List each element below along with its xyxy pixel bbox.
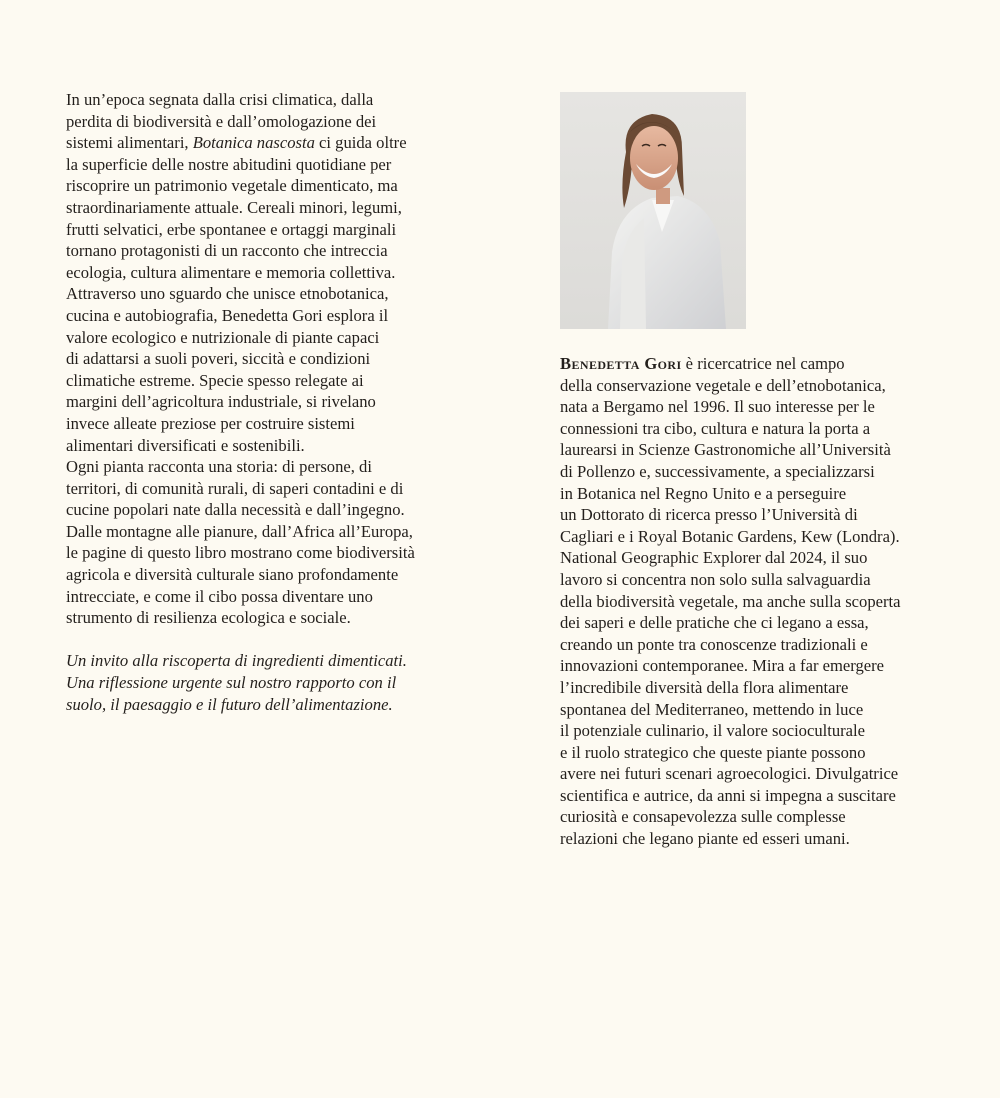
bio-line: e il ruolo strategico che queste piante possono	[560, 742, 866, 762]
text-run: invece alleate preziose per costruire sistemi	[66, 413, 355, 433]
text-run: ci guida oltre	[314, 133, 407, 153]
bio-line: relazioni che legano piante ed esseri umani.	[560, 829, 850, 849]
description-line	[66, 435, 466, 457]
text-run: Dalle montagne alle pianure, dall’Africa all’Europa,	[66, 521, 413, 541]
bio-line: dei saperi e delle pratiche che ci legano a essa,	[560, 613, 869, 633]
description-line	[66, 542, 466, 564]
bio-line: in Botanica nel Regno Unito e a perseguire	[560, 483, 847, 503]
text-run: cucine popolari nate dalla necessità e dall’ingegno.	[66, 500, 405, 520]
tagline-line: Una riflessione urgente sul nostro rapporto con il	[66, 673, 397, 693]
text-run: tornano protagonisti di un racconto che intreccia	[66, 241, 388, 261]
bio-line: nata a Bergamo nel 1996. Il suo interesse per le	[560, 397, 875, 417]
description-line	[66, 607, 466, 629]
description-line	[66, 456, 466, 478]
bio-line: lavoro si concentra non solo sulla salvaguardia	[560, 569, 871, 589]
description-line	[66, 305, 466, 327]
author-portrait	[560, 92, 746, 329]
bio-line: un Dottorato di ricerca presso l’Università di	[560, 505, 858, 525]
text-run: frutti selvatici, erbe spontanee e ortaggi marginali	[66, 219, 397, 239]
bio-line: di Pollenzo e, successivamente, a specializzarsi	[560, 461, 875, 481]
text-run: cucina e autobiografia, Benedetta Gori esplora il	[66, 305, 389, 325]
bio-line: laurearsi in Scienze Gastronomiche all’Università	[560, 440, 891, 460]
text-run: margini dell’agricoltura industriale, si rivelano	[66, 392, 376, 412]
author-photo	[560, 92, 746, 329]
text-run: valore ecologico e nutrizionale di piante capaci	[66, 327, 380, 347]
bio-line: della conservazione vegetale e dell’etnobotanica,	[560, 375, 886, 395]
bio-line: innovazioni contemporanee. Mira a far emergere	[560, 656, 885, 676]
text-run: In un’epoca segnata dalla crisi climatica, dalla	[66, 90, 374, 109]
description-line	[66, 89, 466, 111]
text-run: straordinariamente attuale. Cereali minori, legumi,	[66, 197, 402, 217]
description-line	[66, 478, 466, 500]
bio-line: avere nei futuri scenari agroecologici. Divulgatrice	[560, 764, 899, 784]
description-line	[66, 219, 466, 241]
author-bio	[560, 353, 960, 850]
bio-line: scientifica e autrice, da anni si impegna a suscitare	[560, 785, 896, 805]
text-run: alimentari diversificati e sostenibili.	[66, 435, 305, 455]
description-line	[66, 111, 466, 133]
description-line	[66, 499, 466, 521]
bio-paragraph	[560, 375, 960, 850]
text-run: di adattarsi a suoli poveri, siccità e condizioni	[66, 349, 371, 369]
bio-line: il potenziale culinario, il valore socioculturale	[560, 721, 866, 741]
text-run: le pagine di questo libro mostrano come biodiversità	[66, 543, 415, 563]
text-run: Ogni pianta racconta una storia: di persone, di	[66, 457, 372, 477]
description-line	[66, 175, 466, 197]
description-line	[66, 283, 466, 305]
description-line	[66, 327, 466, 349]
text-run: la superficie delle nostre abitudini quotidiane per	[66, 154, 392, 174]
author-name: Benedetta Gori	[560, 354, 682, 373]
text-run: sistemi alimentari,	[66, 133, 193, 153]
description-line	[66, 348, 466, 370]
description-line	[66, 240, 466, 262]
description-line	[66, 262, 466, 284]
description-line	[66, 391, 466, 413]
description-line	[66, 197, 466, 219]
text-run: agricola e diversità culturale siano profondamente	[66, 565, 399, 585]
description-line	[66, 564, 466, 586]
bio-line: l’incredibile diversità della flora alimentare	[560, 677, 849, 697]
text-run: perdita di biodiversità e dall’omologazione dei	[66, 111, 377, 131]
description-paragraph	[66, 89, 466, 629]
text-run: territori, di comunità rurali, di saperi contadini e di	[66, 478, 404, 498]
book-description	[66, 89, 466, 715]
text-run: Attraverso uno sguardo che unisce etnobotanica,	[66, 284, 389, 304]
description-line	[66, 521, 466, 543]
description-line	[66, 370, 466, 392]
description-line	[66, 132, 466, 154]
bio-line: della biodiversità vegetale, ma anche sulla scoperta	[560, 591, 901, 611]
bio-line: connessioni tra cibo, cultura e natura la porta a	[560, 418, 871, 438]
bio-line: è ricercatrice nel campo	[681, 354, 845, 373]
bio-first-line	[560, 353, 960, 375]
text-run: intrecciate, e come il cibo possa diventare uno	[66, 586, 373, 606]
bio-line: National Geographic Explorer dal 2024, il suo	[560, 548, 868, 568]
bio-line: creando un ponte tra conoscenze tradizionali e	[560, 634, 868, 654]
bio-line: curiosità e consapevolezza sulle complesse	[560, 807, 846, 827]
description-line	[66, 413, 466, 435]
description-line	[66, 154, 466, 176]
paragraph-spacer	[66, 629, 466, 651]
text-run: strumento di resilienza ecologica e sociale.	[66, 608, 351, 628]
tagline-line: Un invito alla riscoperta di ingredienti dimenticati.	[66, 651, 407, 671]
bio-line: spontanea del Mediterraneo, mettendo in luce	[560, 699, 864, 719]
description-line	[66, 586, 466, 608]
text-run: climatiche estreme. Specie spesso relegate ai	[66, 370, 364, 390]
tagline	[66, 650, 466, 715]
text-run: ecologia, cultura alimentare e memoria collettiva.	[66, 262, 396, 282]
text-run: riscoprire un patrimonio vegetale dimenticato, ma	[66, 176, 398, 196]
tagline-line: suolo, il paesaggio e il futuro dell’alimentazione.	[66, 694, 393, 714]
bio-line: Cagliari e i Royal Botanic Gardens, Kew (Londra).	[560, 526, 900, 546]
book-title: Botanica nascosta	[192, 133, 315, 153]
